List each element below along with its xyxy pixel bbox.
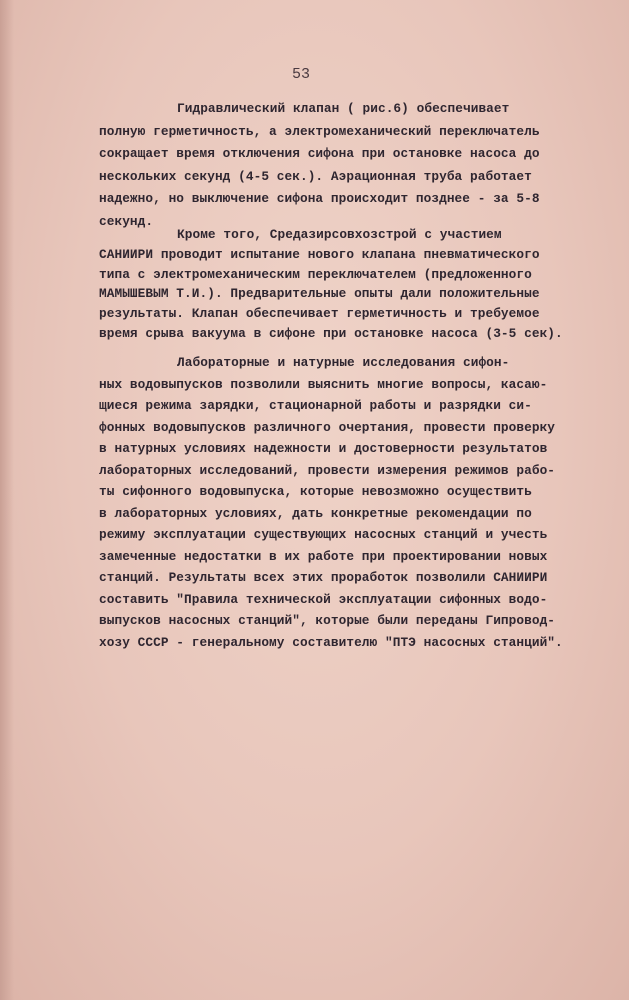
text-line: сокращает время отключения сифона при остановке насоса до — [99, 146, 540, 161]
text-line: выпусков насосных станций", которые были переданы Гипровод- — [99, 613, 556, 628]
text-line: секунд. — [99, 213, 154, 229]
text-line: щиеся режима зарядки, стационарной работы и разрядки си- — [99, 398, 532, 413]
text-line: Кроме того, Средазирсовхозстрой с участием — [177, 227, 502, 242]
paragraph-research-results — [99, 352, 563, 653]
text-line: ты сифонного водовыпуска, которые невозможно осуществить — [99, 484, 532, 499]
text-line: ных водовыпусков позволили выяснить многие вопросы, касаю- — [99, 376, 548, 392]
text-line: надежно, но выключение сифона происходит позднее - за 5-8 — [99, 191, 540, 206]
text-line: замеченные недостатки в их работе при проектировании новых — [99, 548, 548, 564]
text-line: нескольких секунд (4-5 сек.). Аэрационная труба работает — [99, 168, 532, 184]
text-line: составить "Правила технической эксплуатации сифонных водо- — [99, 591, 548, 607]
text-line: МАМЫШЕВЫМ Т.И.). Предварительные опыты дали положительные — [99, 286, 540, 302]
text-line: время срыва вакуума в сифоне при остановке насоса (3-5 сек). — [99, 325, 563, 341]
text-line: результаты. Клапан обеспечивает герметичность и требуемое — [99, 306, 540, 322]
text-line: хозу СССР - генеральному составителю "ПТЭ насосных станций". — [99, 634, 563, 650]
text-line: станций. Результаты всех этих проработок позволили САНИИРИ — [99, 570, 548, 585]
text-line: Лабораторные и натурные исследования сифон- — [177, 355, 510, 370]
text-line: фонных водовыпусков различного очертания, провести проверку — [99, 419, 556, 435]
text-line: полную герметичность, а электромеханический переключатель — [99, 123, 540, 139]
text-line: лабораторных исследований, провести измерения режимов рабо- — [99, 462, 556, 478]
text-line: САНИИРИ проводит испытание нового клапана пневматического — [99, 246, 540, 262]
paragraph-pneumatic-valve — [99, 225, 563, 344]
text-line: режиму эксплуатации существующих насосных станций и учесть — [99, 527, 548, 542]
paragraph-hydraulic-valve — [99, 98, 540, 233]
text-line: в натурных условиях надежности и достоверности результатов — [99, 441, 548, 456]
text-line: типа с электромеханическим переключателем (предложенного — [99, 266, 532, 282]
page-number: 53 — [292, 66, 311, 83]
text-line: в лабораторных условиях, дать конкретные рекомендации по — [99, 505, 532, 521]
text-line: Гидравлический клапан ( рис.6) обеспечивает — [177, 101, 510, 116]
page-edge-shadow — [0, 0, 14, 1000]
